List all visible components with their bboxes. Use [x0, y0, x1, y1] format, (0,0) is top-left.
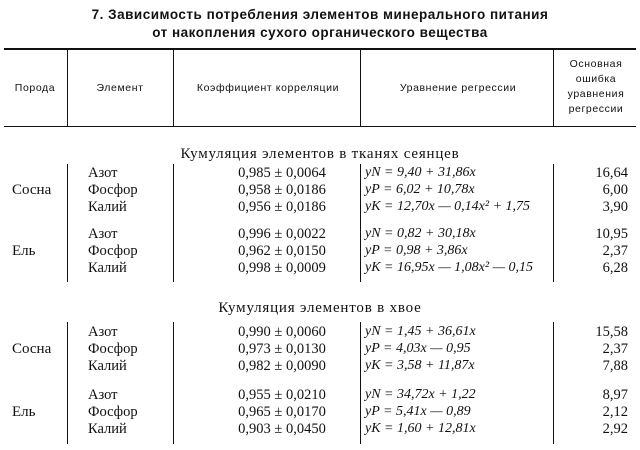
table-row	[0, 324, 640, 341]
correlation-cell: 0,955 ± 0,0210	[238, 387, 326, 403]
table-row	[0, 421, 640, 438]
equation-cell: yK = 1,60 + 12,81x	[365, 421, 476, 436]
correlation-cell: 0,965 ± 0,0170	[238, 404, 326, 420]
equation-cell: yN = 34,72x + 1,22	[365, 387, 476, 402]
table-row	[0, 260, 640, 277]
correlation-cell: 0,903 ± 0,0450	[238, 421, 326, 437]
equation-cell: yN = 9,40 + 31,86x	[365, 165, 476, 180]
equation-cell: yP = 5,41x — 0,89	[365, 404, 471, 419]
header-divider	[360, 50, 361, 126]
species-label: Сосна	[12, 341, 52, 357]
element-cell: Азот	[88, 324, 118, 340]
element-cell: Азот	[88, 226, 118, 242]
header-bottom-rule	[4, 126, 636, 127]
table-row	[0, 341, 640, 358]
error-cell: 6,28	[602, 260, 628, 276]
table-title-line-2: от накопления сухого органического вещества	[152, 25, 488, 40]
error-cell: 16,64	[595, 165, 628, 181]
error-cell: 2,37	[602, 243, 628, 259]
table-row	[0, 226, 640, 243]
correlation-cell: 0,985 ± 0,0064	[238, 165, 326, 181]
element-cell: Калий	[88, 358, 127, 374]
header-divider	[553, 50, 554, 126]
table-row	[0, 387, 640, 404]
header-equation: Уравнение регрессии	[399, 82, 517, 94]
equation-cell: yK = 12,70x — 0,14x² + 1,75	[365, 199, 531, 214]
equation-cell: yN = 0,82 + 30,18x	[365, 226, 476, 241]
header-error-line-4: регрессии	[568, 103, 624, 115]
error-cell: 7,88	[602, 358, 628, 374]
element-cell: Калий	[88, 199, 127, 215]
species-label: Ель	[12, 404, 36, 420]
element-cell: Азот	[88, 165, 118, 181]
correlation-cell: 0,990 ± 0,0060	[238, 324, 326, 340]
correlation-cell: 0,973 ± 0,0130	[238, 341, 326, 357]
header-error-line-3: уравнения	[567, 88, 625, 100]
header-error-line-1: Основная	[569, 58, 623, 70]
element-cell: Калий	[88, 421, 127, 437]
header-error	[556, 57, 636, 117]
equation-cell: yP = 4,03x — 0,95	[365, 341, 471, 356]
equation-cell: yN = 1,45 + 36,61x	[365, 324, 476, 339]
header-top-rule	[4, 48, 636, 50]
element-cell: Фосфор	[88, 182, 138, 198]
error-cell: 2,37	[602, 341, 628, 357]
error-cell: 6,00	[602, 182, 628, 198]
table-row	[0, 199, 640, 216]
error-cell: 15,58	[595, 324, 628, 340]
element-cell: Азот	[88, 387, 118, 403]
header-divider	[173, 50, 174, 126]
species-label: Сосна	[12, 182, 52, 198]
equation-cell: yK = 16,95x — 1,08x² — 0,15	[365, 260, 534, 275]
header-error-line-2: ошибка	[575, 73, 617, 85]
header-element: Элемент	[96, 82, 144, 94]
header-divider	[67, 50, 68, 126]
table-row	[0, 358, 640, 375]
table-row	[0, 165, 640, 182]
error-cell: 8,97	[602, 387, 628, 403]
element-cell: Фосфор	[88, 341, 138, 357]
header-correlation: Коэффициент корреляции	[196, 82, 340, 94]
element-cell: Фосфор	[88, 243, 138, 259]
error-cell: 3,90	[602, 199, 628, 215]
equation-cell: yK = 3,58 + 11,87x	[365, 358, 475, 373]
header-species: Порода	[14, 82, 56, 94]
correlation-cell: 0,998 ± 0,0009	[238, 260, 326, 276]
correlation-cell: 0,982 ± 0,0090	[238, 358, 326, 374]
section-title: Кумуляция элементов в тканях сеянцев	[180, 146, 460, 162]
table-row	[0, 182, 640, 199]
table-row	[0, 243, 640, 260]
section-title: Кумуляция элементов в хвое	[218, 300, 422, 316]
correlation-cell: 0,996 ± 0,0022	[238, 226, 326, 242]
correlation-cell: 0,962 ± 0,0150	[238, 243, 326, 259]
error-cell: 2,12	[602, 404, 628, 420]
table-row	[0, 404, 640, 421]
error-cell: 2,92	[602, 421, 628, 437]
equation-cell: yP = 0,98 + 3,86x	[365, 243, 468, 258]
correlation-cell: 0,956 ± 0,0186	[238, 199, 326, 215]
equation-cell: yP = 6,02 + 10,78x	[365, 182, 475, 197]
table-title-line-1: 7. Зависимость потребления элементов минерального питания	[91, 7, 549, 22]
correlation-cell: 0,958 ± 0,0186	[238, 182, 326, 198]
error-cell: 10,95	[595, 226, 628, 242]
species-label: Ель	[12, 243, 36, 259]
element-cell: Калий	[88, 260, 127, 276]
element-cell: Фосфор	[88, 404, 138, 420]
